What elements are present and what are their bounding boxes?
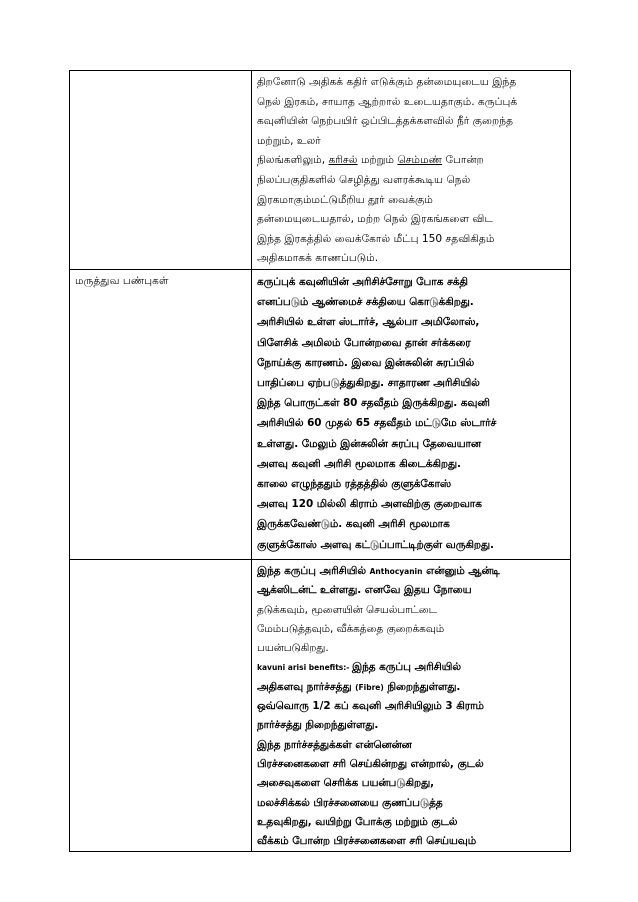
text-line: பிரச்சனைகளை சரி செய்கின்றது என்றால், குடல் <box>257 757 484 770</box>
text-fragment: மற்றும் <box>357 154 398 167</box>
row1-content-cell <box>252 71 571 270</box>
text-line: இருக்கவேண்டும். கவுனி அரிசி மூலமாக <box>257 518 450 531</box>
table-row <box>70 559 571 851</box>
semmann-link[interactable]: செம்மண் <box>397 154 443 167</box>
text-line: இந்த பொருட்கள் 80 சதவீதம் இருக்கிறது. கவுனி <box>257 397 490 410</box>
text-line: நோய்க்கு காரணம். இவை இன்சுலின் சுரப்பில் <box>257 356 475 369</box>
text-line: அளவு 120 மில்லி கிராம் அளவிற்கு குறைவாக <box>257 498 482 511</box>
text-line: எனப்படும் ஆண்மைச் சக்தியை கொடுக்கிறது. <box>257 296 474 309</box>
text-line: இந்த நார்ச்சத்துக்கள் என்னென்ன <box>257 738 412 751</box>
text-line <box>257 151 566 171</box>
text-fragment: இந்த கருப்பு அரிசியில் <box>352 661 461 674</box>
text-line: மலச்சிக்கல் பிரச்சனையை குணப்படுத்த <box>257 796 443 809</box>
text-line <box>257 658 566 677</box>
text-fragment: என்னும் ஆன்டி <box>422 564 500 577</box>
medicinal-properties-label: மருத்துவ பண்புகள் <box>70 269 252 559</box>
text-line: நிலப்பகுதிகளில் செழித்து வளரக்கூடிய நெல் <box>257 173 471 186</box>
text-line: அரிசியில் உள்ள ஸ்டார்ச், ஆல்பா அமிலோஸ், <box>257 316 480 329</box>
text-fragment: போன்ற <box>442 154 484 167</box>
row2-content-cell <box>252 269 571 559</box>
text-line: தன்மையுடையதால், மற்ற நெல் இரகங்களை விட <box>257 213 493 226</box>
fibre-term: (Fibre) <box>355 682 384 692</box>
text-line: பயன்படுகிறது. <box>257 642 329 655</box>
text-line: நார்ச்சத்து நிறைந்துள்ளது. <box>257 719 379 732</box>
text-fragment: நிறைந்துள்ளது. <box>383 680 461 693</box>
benefits-heading: kavuni arisi benefits:- <box>257 663 352 673</box>
text-line: குளுக்கோஸ் அளவு கட்டுப்பாட்டிற்குள் வருகிறது. <box>257 538 494 551</box>
row3-label-cell <box>70 559 252 851</box>
text-line: இந்த இரகத்தில் வைக்கோல் மீட்பு 150 சதவிகிதம் <box>257 232 495 245</box>
text-fragment: இந்த கருப்பு அரிசியில் <box>257 564 370 577</box>
row1-label-cell <box>70 71 252 270</box>
text-fragment: நிலங்களிலும், <box>257 154 329 167</box>
text-line: தடுக்கவும், மூளையின் செயல்பாட்டை <box>257 603 437 616</box>
text-line: காலை எழுந்ததும் ரத்தத்தில் குளுக்கோஸ் <box>257 477 452 490</box>
text-line: அதிகமாகக் காணப்படும். <box>257 252 379 265</box>
text-line: அரிசியில் 60 முதல் 65 சதவீதம் மட்டுமே ஸ்டார்ச் <box>257 417 497 430</box>
text-line: இரகமாகும்மட்டுமீறிய தூர் வைக்கும் <box>257 193 433 206</box>
text-line: வீக்கம் போன்ற பிரச்சனைகளை சரி செய்யவும் <box>257 835 477 848</box>
table-row <box>70 269 571 559</box>
text-line: திறனோடு அதிகக் கதிர் எடுக்கும் தன்மையுடைய இந்த <box>257 76 517 88</box>
text-line: அளவு கவுனி அரிசி மூலமாக கிடைக்கிறது. <box>257 457 461 470</box>
text-line: ஒவ்வொரு 1/2 கப் கவுனி அரிசியிலும் 3 கிராம் <box>257 700 484 713</box>
text-line: ஆக்ஸிடன்ட் உள்ளது. எனவே இதய நோயை <box>257 584 472 597</box>
text-line <box>257 678 566 697</box>
text-line: பிளேசிக் அமிலம் போன்றவை தான் சர்க்கரை <box>257 336 471 349</box>
text-line: உள்ளது. மேலும் இன்சுலின் சுரப்பு தேவையான <box>257 437 481 450</box>
content-table <box>69 70 571 852</box>
text-line: அசைவுகளை செரிக்க பயன்படுகிறது, <box>257 777 435 790</box>
text-line: மேம்படுத்தவும், வீக்கத்தை குறைக்கவும் <box>257 622 445 635</box>
text-line: நெல் இரகம், சாயாத ஆற்றால் உடையதாகும். கருப்புக் <box>257 95 518 108</box>
table-row <box>70 71 571 270</box>
anthocyanin-term: Anthocyanin <box>369 566 423 576</box>
karisal-link[interactable]: கரிசல் <box>328 154 358 167</box>
text-fragment: அதிகளவு நார்ச்சத்து <box>257 680 356 693</box>
text-line: மற்றும், உலர் <box>257 134 321 147</box>
text-line: கவுனியின் நெற்பயிர் ஒப்பிடத்தக்களவில் நீர் குறைந்த <box>257 115 513 128</box>
text-line: உதவுகிறது, வயிற்று போக்கு மற்றும் குடல் <box>257 815 458 828</box>
text-line: கருப்புக் கவுனியின் அரிசிச்சோறு போக சக்தி <box>257 275 468 288</box>
text-line: பாதிப்பை ஏற்படுத்துகிறது. சாதாரண அரிசியில் <box>257 376 480 389</box>
text-line <box>257 562 566 581</box>
row3-content-cell <box>252 559 571 851</box>
